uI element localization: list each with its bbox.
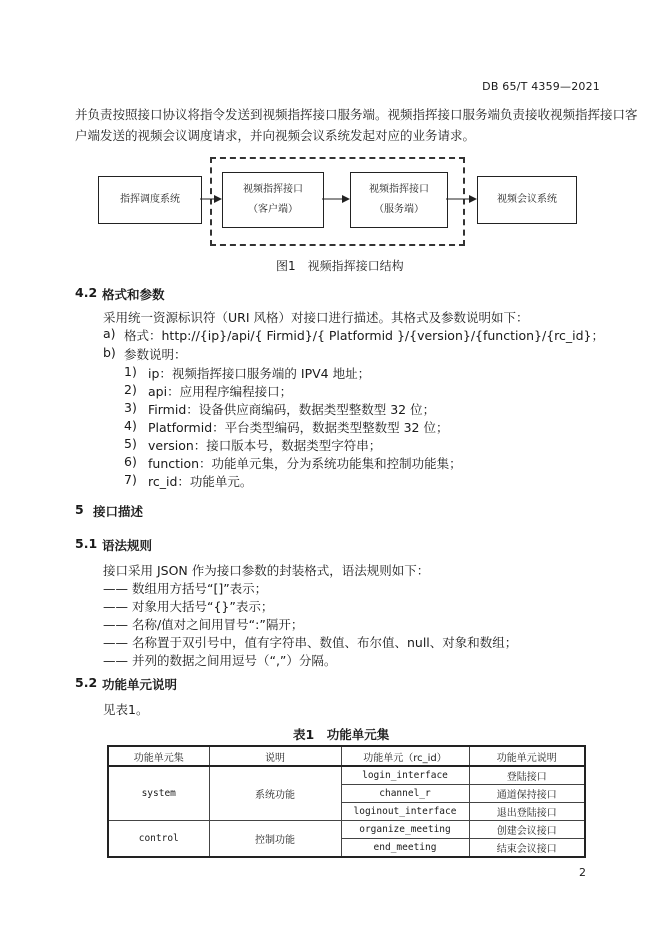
item-b-label: b) xyxy=(103,345,116,360)
document-number: DB 65/T 4359—2021 xyxy=(482,80,600,93)
section-4-2-title: 格式和参数 xyxy=(102,287,165,302)
rule-4: —— 名称置于双引号中，值有字符串、数值、布尔值、null、对象和数组； xyxy=(103,635,518,650)
function-unit-table xyxy=(107,745,586,858)
rc-id-cell: organize_meeting xyxy=(341,821,469,839)
rc-desc-cell: 退出登陆接口 xyxy=(469,803,585,821)
section-4-2-intro: 采用统一资源标识符（URI 风格）对接口进行描述。其格式及参数说明如下： xyxy=(103,310,529,325)
rc-desc-cell: 创建会议接口 xyxy=(469,821,585,839)
header-rc-desc: 功能单元说明 xyxy=(469,746,585,766)
conference-system-label: 视频会议系统 xyxy=(497,194,557,205)
section-5-title: 接口描述 xyxy=(93,504,144,519)
header-desc: 说明 xyxy=(209,746,341,766)
figure-arrows xyxy=(0,0,662,260)
rule-3: —— 名称/值对之间用冒号“:”隔开； xyxy=(103,617,304,632)
header-set: 功能单元集 xyxy=(108,746,209,766)
param-2-number: 2) xyxy=(124,382,137,397)
rc-id-cell: end_meeting xyxy=(341,839,469,858)
section-5-2-intro: 见表1。 xyxy=(103,702,149,717)
section-5-number: 5 xyxy=(75,502,84,517)
section-5-1-intro: 接口采用 JSON 作为接口参数的封装格式，语法规则如下： xyxy=(103,563,430,578)
header-rc-id: 功能单元（rc_id） xyxy=(341,746,469,766)
param-7-number: 7) xyxy=(124,472,137,487)
rc-desc-cell: 登陆接口 xyxy=(469,766,585,785)
param-1-number: 1) xyxy=(124,364,137,379)
desc-system: 系统功能 xyxy=(209,766,341,821)
set-system: system xyxy=(108,766,209,821)
param-5-number: 5) xyxy=(124,436,137,451)
server-title: 视频指挥接口 xyxy=(369,184,429,195)
param-6-text: function：功能单元集，分为系统功能集和控制功能集； xyxy=(148,456,462,471)
section-5-1-title: 语法规则 xyxy=(102,538,153,553)
intro-line-2: 户端发送的视频会议调度请求，并向视频会议系统发起对应的业务请求。 xyxy=(75,128,476,143)
item-a-text: 格式：http://{ip}/api/{ Firmid}/{ Platformid }/{version}/{function}/{rc_id}； xyxy=(124,328,605,343)
rc-id-cell: loginout_interface xyxy=(341,803,469,821)
param-2-text: api：应用程序编程接口； xyxy=(148,384,293,399)
param-4-number: 4) xyxy=(124,418,137,433)
client-subtitle: （客户端） xyxy=(248,204,298,215)
rule-5: —— 并列的数据之间用逗号（“,”）分隔。 xyxy=(103,653,337,668)
desc-control: 控制功能 xyxy=(209,821,341,858)
set-control: control xyxy=(108,821,209,858)
section-4-2-number: 4.2 xyxy=(75,285,98,300)
param-1-text: ip：视频指挥接口服务端的 IPV4 地址； xyxy=(148,366,371,381)
table-row xyxy=(108,821,585,839)
command-system-label: 指挥调度系统 xyxy=(120,194,180,205)
item-b-text: 参数说明： xyxy=(124,347,187,362)
rc-desc-cell: 通道保持接口 xyxy=(469,785,585,803)
rc-id-cell: login_interface xyxy=(341,766,469,785)
client-title: 视频指挥接口 xyxy=(243,184,303,195)
table-caption: 表1 功能单元集 xyxy=(293,727,390,742)
param-6-number: 6) xyxy=(124,454,137,469)
table-row xyxy=(108,766,585,785)
rc-desc-cell: 结束会议接口 xyxy=(469,839,585,858)
server-subtitle: （服务端） xyxy=(374,204,424,215)
page-number: 2 xyxy=(579,866,586,879)
param-3-number: 3) xyxy=(124,400,137,415)
param-5-text: version：接口版本号，数据类型字符串； xyxy=(148,438,382,453)
section-5-2-title: 功能单元说明 xyxy=(102,677,178,692)
table-header-row xyxy=(108,746,585,766)
rc-id-cell: channel_r xyxy=(341,785,469,803)
param-3-text: Firmid：设备供应商编码，数据类型整数型 32 位； xyxy=(148,402,436,417)
item-a-label: a) xyxy=(103,326,116,341)
section-5-1-number: 5.1 xyxy=(75,536,98,551)
param-4-text: Platformid：平台类型编码，数据类型整数型 32 位； xyxy=(148,420,449,435)
rule-2: —— 对象用大括号“{}”表示； xyxy=(103,599,274,614)
intro-line-1: 并负责按照接口协议将指令发送到视频指挥接口服务端。视频指挥接口服务端负责接收视频指挥接口客 xyxy=(75,107,638,122)
section-5-2-number: 5.2 xyxy=(75,675,98,690)
param-7-text: rc_id：功能单元。 xyxy=(148,474,253,489)
rule-1: —— 数组用方括号“[]”表示； xyxy=(103,581,268,596)
figure-caption: 图1 视频指挥接口结构 xyxy=(276,259,404,273)
